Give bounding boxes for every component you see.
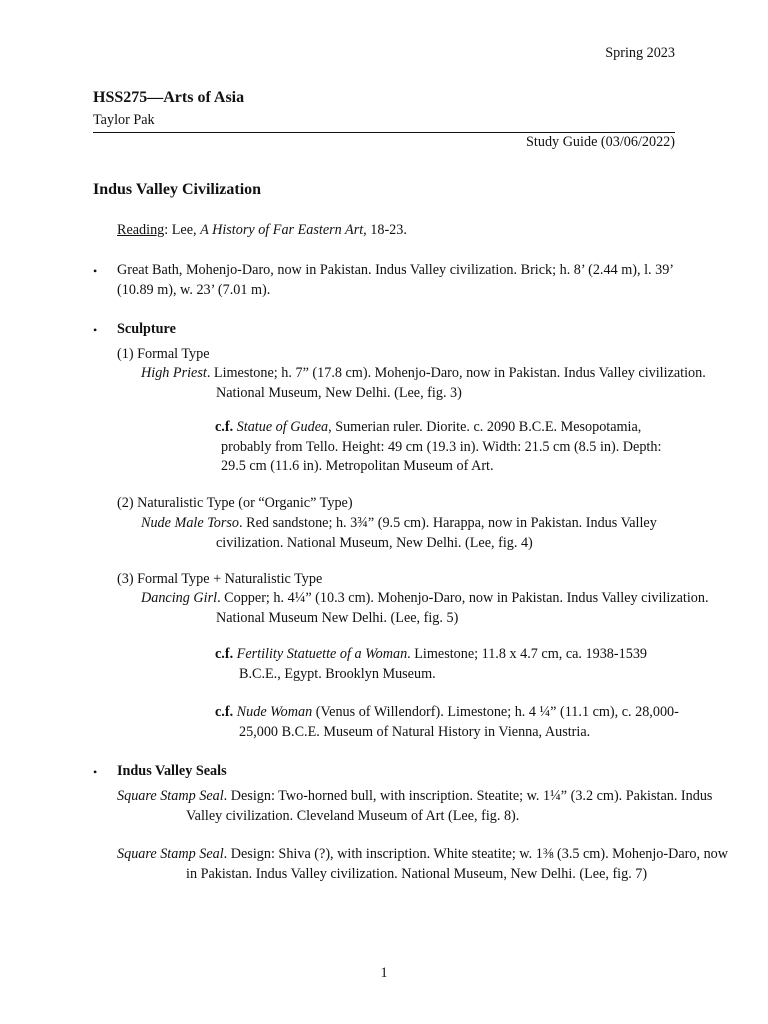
- semester-label: Spring 2023: [605, 45, 675, 61]
- section-title: Indus Valley Civilization: [93, 181, 262, 198]
- high-priest-desc: . Limestone; h. 7” (17.8 cm). Mohenjo-Daro, now in Pakistan. Indus Valley civilization. National Museum, New Delhi. (Lee, fig. 3): [206, 365, 706, 401]
- bullet-icon: •: [93, 765, 98, 779]
- venus-comparison: [215, 703, 701, 742]
- naturalistic-type-label: (2) Naturalistic Type (or “Organic” Type): [117, 495, 353, 511]
- venus-title: Nude Woman: [236, 704, 313, 720]
- gudea-desc: , Sumerian ruler. Diorite. c. 2090 B.C.E. Mesopotamia, probably from Tello. Height: 49 cm (19.3 in). Width: 21.5 cm (8.5 in). Depth: 29.5 cm (11.6 in). Metropolitan Museum of Art.: [221, 419, 662, 474]
- seals-heading: Indus Valley Seals: [117, 763, 227, 779]
- page-number: 1: [380, 965, 388, 981]
- reading-book-title: A History of Far Eastern Art: [200, 222, 364, 238]
- high-priest-title: High Priest: [141, 365, 207, 381]
- reading-pages: , 18-23.: [363, 222, 407, 238]
- dancing-girl-title: Dancing Girl: [141, 590, 218, 606]
- torso-desc: . Red sandstone; h. 3¾” (9.5 cm). Harappa, now in Pakistan. Indus Valley civilization. National Museum, New Delhi. (Lee, fig. 4): [216, 515, 657, 551]
- cf-label: c.f.: [215, 419, 234, 435]
- fertility-title: Fertility Statuette of a Woman: [236, 646, 408, 662]
- seal2-title: Square Stamp Seal: [117, 846, 224, 862]
- cf-label: c.f.: [215, 704, 234, 720]
- seal1-title: Square Stamp Seal: [117, 788, 224, 804]
- seal2-desc: . Design: Shiva (?), with inscription. White steatite; w. 1⅜ (3.5 cm). Mohenjo-Daro, now in Pakistan. Indus Valley civilization. National Museum, New Delhi. (Lee, fig. 7): [186, 846, 729, 882]
- seal-entry-2: [117, 845, 736, 884]
- fertility-desc: . Limestone; 11.8 x 4.7 cm, ca. 1938-1539 B.C.E., Egypt. Brooklyn Museum.: [239, 646, 648, 682]
- seal-entry-1: [117, 787, 746, 826]
- torso-entry: [141, 514, 711, 553]
- dancing-girl-desc: . Copper; h. 4¼” (10.3 cm). Mohenjo-Daro, now in Pakistan. Indus Valley civilization. National Museum New Delhi. (Lee, fig. 5): [216, 590, 709, 626]
- great-bath-item: Great Bath, Mohenjo-Daro, now in Pakistan. Indus Valley civilization. Brick; h. 8’ (2.44 m), l. 39’ (10.89 m), w. 23’ (7.01 m).: [117, 262, 673, 298]
- reading-prefix: : Lee,: [164, 222, 201, 238]
- fertility-comparison: [215, 645, 689, 684]
- study-guide-label: Study Guide (03/06/2022): [526, 134, 675, 150]
- gudea-title: Statue of Gudea: [236, 419, 329, 435]
- seal1-desc: . Design: Two-horned bull, with inscription. Steatite; w. 1¼” (3.2 cm). Pakistan. Indus Valley civilization. Cleveland Museum of Art (Lee, fig. 8).: [186, 788, 713, 824]
- high-priest-entry: [141, 364, 711, 403]
- reading-label: Reading: [117, 222, 165, 238]
- dancing-girl-entry: [141, 589, 711, 628]
- torso-title: Nude Male Torso: [141, 515, 240, 531]
- course-title: HSS275—Arts of Asia: [93, 89, 245, 106]
- cf-label: c.f.: [215, 646, 234, 662]
- reading-line: [117, 221, 407, 241]
- bullet-icon: •: [93, 323, 98, 337]
- author-name: Taylor Pak: [93, 112, 155, 128]
- combined-type-label: (3) Formal Type + Naturalistic Type: [117, 571, 323, 587]
- bullet-icon: •: [93, 264, 98, 278]
- venus-desc: (Venus of Willendorf). Limestone; h. 4 ¼” (11.1 cm), c. 28,000-25,000 B.C.E. Museum of Natural History in Vienna, Austria.: [239, 704, 679, 740]
- sculpture-heading: Sculpture: [117, 321, 176, 337]
- formal-type-label: (1) Formal Type: [117, 346, 210, 362]
- gudea-comparison: [215, 418, 683, 477]
